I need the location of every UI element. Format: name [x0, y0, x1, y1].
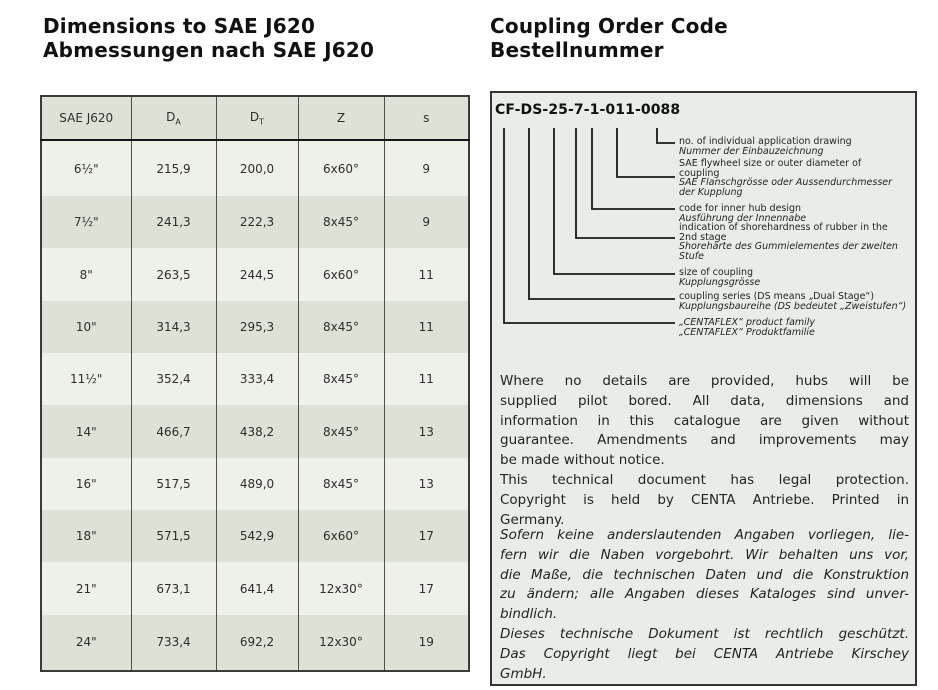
table-cell: 489,0 — [216, 458, 298, 510]
table-header-cell-2: $D_T$ — [216, 96, 298, 140]
table-row-1 — [41, 196, 469, 248]
left-section-title — [43, 14, 374, 62]
table-cell: 542,9 — [216, 510, 298, 562]
code-label-text-de: Shorehärte des Gummielementes der zweiten — [679, 241, 898, 253]
code-label-text-de: SAE Flanschgrösse oder Aussendurchmesser — [679, 177, 893, 189]
notice-line: information in this catalogue are given without — [500, 412, 909, 429]
table-cell: 17 — [384, 510, 469, 562]
table-cell: 438,2 — [216, 405, 298, 457]
code-label-text-de: Stufe — [679, 250, 704, 262]
notice-line: Copyright is held by CENTA Antriebe. Printed in — [500, 491, 909, 508]
table-head — [41, 96, 469, 140]
notice-line: guarantee. Amendments and improvements may — [500, 432, 909, 449]
table-cell: 11 — [384, 301, 469, 353]
leader-line-product-family — [504, 128, 675, 323]
table-cell: 6½" — [73, 161, 99, 176]
table-row-7 — [41, 510, 469, 562]
order-code: CF-DS-25-7-1-011-0088 — [495, 102, 681, 118]
table-cell: 14" — [75, 424, 97, 439]
notice-line: Das Copyright liegt bei CENTA Antriebe Kirschey — [500, 645, 909, 662]
table-row-3 — [41, 301, 469, 353]
notice-line: fern wir die Naben vorgebohrt. Wir behalten uns vor, — [500, 546, 909, 563]
table-cell: 6x60° — [298, 510, 384, 562]
code-label-6 — [679, 318, 915, 337]
notice-line: Sofern keine anderslautenden Angaben vorliegen, lie- — [500, 527, 909, 543]
table-cell: 8x45° — [298, 353, 384, 405]
notice-line: bindlich. — [500, 606, 558, 623]
table-header-cell-1: $D_A$ — [131, 96, 216, 140]
header-subscript: T — [259, 117, 265, 127]
leader-line-flywheel-size — [617, 128, 675, 177]
table-cell: 8" — [79, 267, 93, 282]
notice-line: Where no details are provided, hubs will be — [500, 373, 909, 389]
code-label-text-en: SAE flywheel size or outer diameter of — [679, 158, 862, 169]
notice-line: Germany. — [500, 511, 565, 528]
code-label-text-en: code for inner hub design — [679, 203, 802, 214]
table-cell: 6x60° — [298, 140, 384, 196]
table-cell: 692,2 — [216, 615, 298, 671]
code-label-text-de: Kupplungsgrösse — [679, 276, 761, 288]
code-label-text-de: Kupplungsbaureihe (DS bedeutet „Zweistufen“) — [679, 300, 907, 312]
table-row-4 — [41, 353, 469, 405]
left-title-en: Dimensions to SAE J620 — [43, 14, 316, 38]
code-label-text-en: coupling — [679, 167, 720, 179]
table-cell: 12x30° — [298, 562, 384, 614]
code-label-text-en: 2nd stage — [679, 231, 727, 243]
notice-line: GmbH. — [500, 665, 547, 682]
table-cell: 517,5 — [131, 458, 216, 510]
leader-line-drawing-number — [657, 128, 675, 143]
code-label-text-de: der Kupplung — [679, 186, 743, 198]
table-cell: 314,3 — [131, 301, 216, 353]
order-code-box — [490, 91, 917, 686]
notice-line: Dieses technische Dokument ist rechtlich geschützt. — [500, 625, 909, 642]
table-cell: 8x45° — [298, 458, 384, 510]
table-cell: 8x45° — [298, 196, 384, 248]
code-label-1 — [679, 159, 915, 197]
table-cell: 17 — [384, 562, 469, 614]
table-cell: 295,3 — [216, 301, 298, 353]
table-cell: 8x45° — [298, 405, 384, 457]
table-cell: 9 — [384, 140, 469, 196]
table-row-9 — [41, 615, 469, 671]
code-label-4 — [679, 268, 915, 287]
table-row-5 — [41, 405, 469, 457]
code-label-text-en: indication of shorehardness of rubber in the — [679, 222, 888, 233]
table-header-cell-4: s — [384, 96, 469, 140]
table-cell: 18" — [75, 529, 97, 544]
code-label-text-en: no. of individual application drawing — [679, 136, 852, 147]
code-label-3 — [679, 223, 915, 261]
notice-line: zu ändern; alle Angaben dieses Kataloges sind unver- — [500, 586, 909, 603]
table-cell: 13 — [384, 458, 469, 510]
notice-line: be made without notice. — [500, 452, 665, 469]
dimensions-table — [40, 95, 470, 672]
table-cell: 11 — [384, 248, 469, 300]
notice-line: This technical document has legal protection. — [500, 471, 909, 488]
table-cell: 733,4 — [131, 615, 216, 671]
table-cell: 9 — [384, 196, 469, 248]
table-cell: 241,3 — [131, 196, 216, 248]
table-cell: 466,7 — [131, 405, 216, 457]
table-cell: 222,3 — [216, 196, 298, 248]
right-title-de: Bestellnummer — [490, 38, 664, 62]
notice-german — [500, 526, 909, 684]
table-row-0 — [41, 140, 469, 196]
table-cell: 6x60° — [298, 248, 384, 300]
leader-line-shorehardness — [576, 128, 675, 238]
table-cell: 200,0 — [216, 140, 298, 196]
code-label-text-de: Nummer der Einbauzeichnung — [679, 145, 824, 157]
leader-line-hub-design — [592, 128, 675, 209]
table-cell: 8x45° — [298, 301, 384, 353]
table-cell: 244,5 — [216, 248, 298, 300]
code-label-5 — [679, 292, 915, 311]
code-label-text-en: coupling series (DS means „Dual Stage“) — [679, 291, 875, 302]
table-cell: 641,4 — [216, 562, 298, 614]
leader-line-coupling-series — [529, 128, 675, 299]
code-label-2 — [679, 204, 915, 223]
table-header-cell-0: SAE J620 — [41, 96, 131, 140]
table-row-2 — [41, 248, 469, 300]
table-cell: 24" — [75, 635, 97, 650]
table-cell: 11 — [384, 353, 469, 405]
code-label-text-en: size of coupling — [679, 267, 754, 278]
table-cell: 16" — [75, 476, 97, 491]
table-cell: 7½" — [73, 215, 99, 230]
code-label-text-en: „CENTAFLEX“ product family — [679, 317, 816, 328]
table-cell: 13 — [384, 405, 469, 457]
table-cell: 333,4 — [216, 353, 298, 405]
table-header-row — [41, 96, 469, 140]
table-cell: 263,5 — [131, 248, 216, 300]
table-cell: 673,1 — [131, 562, 216, 614]
table-cell: 215,9 — [131, 140, 216, 196]
table-cell: 12x30° — [298, 615, 384, 671]
leader-line-coupling-size — [554, 128, 675, 274]
notice-line: die Maße, die technischen Daten und die Konstruktion — [500, 566, 909, 583]
code-label-text-de: „CENTAFLEX“ Produktfamilie — [679, 326, 815, 338]
table-cell: 571,5 — [131, 510, 216, 562]
table-header-cell-3: Z — [298, 96, 384, 140]
table-body — [41, 140, 469, 671]
table-cell: 352,4 — [131, 353, 216, 405]
code-label-text-de: Ausführung der Innennabe — [679, 212, 807, 224]
table-cell: 19 — [384, 615, 469, 671]
left-title-de: Abmessungen nach SAE J620 — [43, 38, 375, 62]
notice-english — [500, 372, 909, 530]
header-subscript: A — [175, 117, 181, 127]
right-section-title — [490, 14, 728, 62]
table-cell: 11½" — [70, 372, 103, 387]
table-cell: 21" — [75, 581, 97, 596]
code-label-0 — [679, 137, 915, 156]
notice-line: supplied pilot bored. All data, dimensions and — [500, 392, 909, 409]
table-row-6 — [41, 458, 469, 510]
table-cell: 10" — [75, 319, 97, 334]
table-row-8 — [41, 562, 469, 614]
right-title-en: Coupling Order Code — [490, 14, 728, 38]
